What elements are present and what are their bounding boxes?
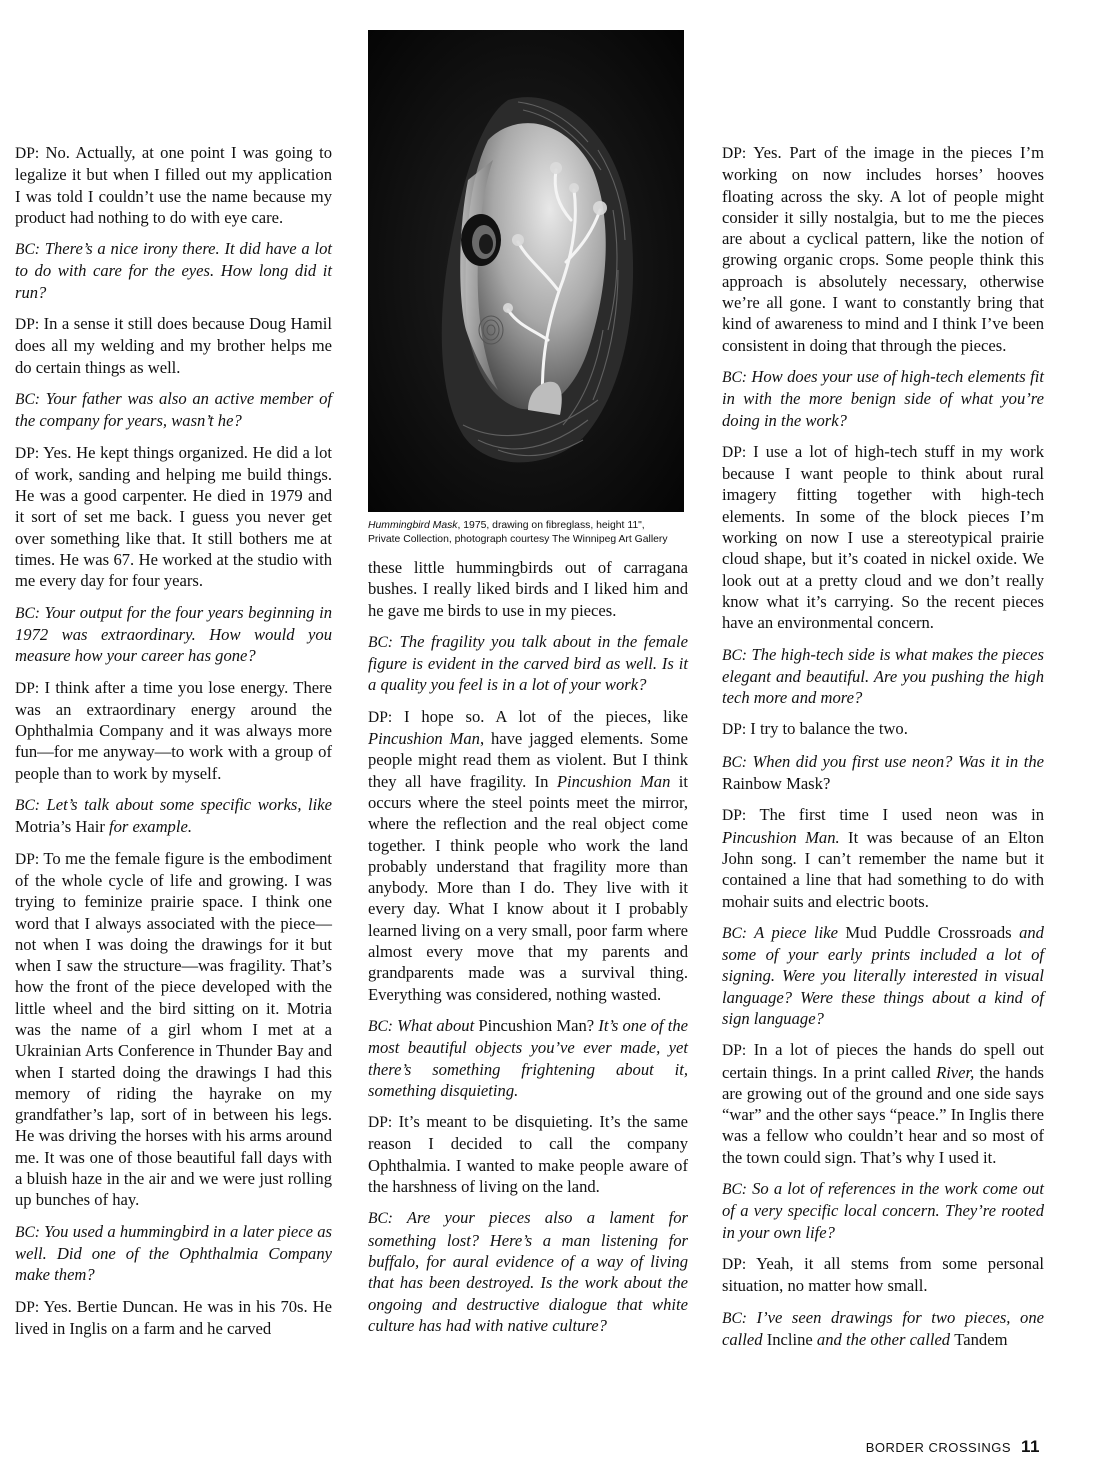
speaker-bc: BC: bbox=[368, 1017, 393, 1035]
speaker-bc: BC: bbox=[722, 924, 747, 942]
speaker-bc: BC: bbox=[15, 797, 40, 815]
column-1 bbox=[15, 142, 332, 1349]
speaker-dp: DP: bbox=[368, 1114, 393, 1132]
column-2 bbox=[368, 557, 688, 1346]
column-3 bbox=[722, 142, 1044, 1360]
speaker-dp: DP: bbox=[722, 807, 747, 825]
paragraph-question: BC: How does your use of high-tech elements fit in with the more benign side of what you’re doing in the work? bbox=[722, 366, 1044, 430]
speaker-dp: DP: bbox=[15, 679, 40, 697]
speaker-dp: DP: bbox=[15, 444, 40, 462]
work-title: Incline bbox=[766, 1329, 813, 1349]
paragraph-answer: DP: Yes. Bertie Duncan. He was in his 70s. He lived in Inglis on a farm and he carved bbox=[15, 1296, 332, 1338]
paragraph-question: BC: Let’s talk about some specific works, like Motria’s Hair for example. bbox=[15, 795, 332, 837]
paragraph-question: BC: Your output for the four years beginning in 1972 was extraordinary. How would you measure how your career has gone? bbox=[15, 602, 332, 666]
paragraph-answer: these little hummingbirds out of carragana bushes. I really liked birds and I liked him and he gave me birds to use in my pieces. bbox=[368, 558, 688, 620]
paragraph-question: BC: There’s a nice irony there. It did have a lot to do with care for the eyes. How long did it run? bbox=[15, 239, 332, 302]
paragraph-answer: DP: I use a lot of high-tech stuff in my work because I want people to think about rural imagery fitting together with high-tech elements. In some of the block pieces I’m working on now I use a stereotypical prairie cloud shape, but it’s coated in nickel oxide. We look out at a pretty cloud and we don’t really know what it’s carrying. So the recent pieces have an environmental concern. bbox=[722, 441, 1044, 633]
hummingbird-mask-photo bbox=[368, 30, 684, 512]
speaker-bc: BC: bbox=[15, 390, 40, 408]
speaker-dp: DP: bbox=[15, 850, 40, 868]
paragraph-question: BC: So a lot of references in the work come out of a very specific local concern. They’re rooted in your own life? bbox=[722, 1179, 1044, 1242]
work-title: Motria’s Hair bbox=[15, 817, 105, 837]
paragraph-answer: DP: I think after a time you lose energy. There was an extraordinary energy around the Ophthalmia Company and it was always more fun—for me anyway—to work with a group of people than to work by myself. bbox=[15, 677, 332, 783]
paragraph-question: BC: I’ve seen drawings for two pieces, one called Incline and the other called Tandem bbox=[722, 1307, 1044, 1349]
paragraph-answer: DP: I hope so. A lot of the pieces, like Pincushion Man, have jagged elements. Some people might read them as violent. But I think they all have fragility. In Pincushion Man it occurs where the steel points meet the mirror, where the reflection and the real object come together. I think people who work the land probably understand that fragility more than anybody. More than I do. They live with it every day. What I know about it I probably learned living on a very small, poor farm where almost every move that my parents and grandparents made was a survival thing. Everything was considered, nothing wasted. bbox=[368, 706, 689, 1004]
caption-line-2: Private Collection, photograph courtesy The Winnipeg Art Gallery bbox=[368, 533, 668, 545]
speaker-bc: BC: bbox=[15, 1223, 40, 1241]
speaker-bc: BC: bbox=[722, 1309, 747, 1327]
paragraph-answer: DP: No. Actually, at one point I was going to legalize it but when I filled out my application I was told I couldn’t use the name because my product had nothing to do with eye care. bbox=[15, 143, 332, 227]
work-title: Pincushion Man. bbox=[722, 827, 840, 847]
mask-illustration bbox=[368, 30, 684, 512]
speaker-bc: BC: bbox=[722, 368, 747, 386]
speaker-dp: DP: bbox=[15, 316, 40, 334]
paragraph-question: BC: Are your pieces also a lament for something lost? Here’s a man listening for buffalo, for aural evidence of a way of living that has been destroyed. Is the work about the ongoing and destructive dialogue that white culture has had with native culture? bbox=[368, 1208, 688, 1335]
page-footer bbox=[866, 1437, 1040, 1457]
paragraph-answer: DP: The first time I used neon was in Pincushion Man. It was because of an Elton John song. I can’t remember the name but it contained a line that had something to do with mohair suits and electric boots. bbox=[722, 805, 1044, 911]
paragraph-question: BC: Your father was also an active member of the company for years, wasn’t he? bbox=[15, 388, 332, 431]
work-title: Pincushion Man bbox=[556, 771, 671, 791]
paragraph-question: BC: When did you first use neon? Was it in the Rainbow Mask? bbox=[722, 751, 1044, 794]
caption-line-1: Hummingbird Mask, 1975, drawing on fibreglass, height 11", bbox=[368, 520, 645, 531]
speaker-dp: DP: bbox=[15, 1298, 40, 1316]
speaker-bc: BC: bbox=[15, 241, 40, 259]
paragraph-question: BC: What about Pincushion Man? It’s one of the most beautiful objects you’ve ever made, yet there’s something frightening about it, something disquieting. bbox=[368, 1015, 688, 1100]
speaker-dp: DP: bbox=[15, 145, 40, 162]
page-number: 11 bbox=[1021, 1437, 1040, 1456]
caption-work-title: Hummingbird Mask bbox=[368, 520, 458, 531]
speaker-bc: BC: bbox=[722, 646, 747, 664]
work-title: River, bbox=[936, 1062, 975, 1082]
speaker-dp: DP: bbox=[722, 1042, 747, 1060]
speaker-bc: BC: bbox=[15, 604, 40, 622]
paragraph-answer: DP: Yes. Part of the image in the pieces I’m working on now includes horses’ hooves floating across the sky. A lot of people might consider it silly nostalgia, but to me the pieces are about a cyclical pattern, like the notion of growing organic crops. Some people think this approach is absolutely necessary, otherwise we’re all gone. I want to constantly bring that kind of awareness to mind and I think I’ve been consistent in doing that through the pieces. bbox=[722, 143, 1044, 355]
magazine-name: BORDER CROSSINGS bbox=[865, 1440, 1012, 1455]
paragraph-answer: DP: Yeah, it all stems from some personal situation, no matter how small. bbox=[722, 1253, 1044, 1296]
paragraph-answer: DP: To me the female figure is the embodiment of the whole cycle of life and growing. I was trying to feminize prairie space. I think one word that I always associated with the piece—not when I was doing the drawings for it but when I saw the structure—was fragility. That’s how the front of the piece developed with the little wheel and the bird sitting on it. Motria was the name of a girl whom I met at a Ukrainian Arts Conference in Thunder Bay and when I started doing the drawings I had this memory of riding the hayrake on my grandfather’s lap, sort of in between his legs. He was driving the horses with his arms around me. It was one of those beautiful fall days with a bluish haze in the air and we were just rolling up bunches of hay. bbox=[15, 848, 332, 1210]
paragraph-answer: DP: Yes. He kept things organized. He did a lot of work, sanding and helping me build things. He was a good carpenter. He died in 1979 and it sort of set me back. I guess you never get over something like that. It still bothers me at times. He was 67. He worked at the studio with me every day for four years. bbox=[15, 442, 332, 591]
figure-caption bbox=[368, 519, 698, 546]
paragraph-answer: DP: In a lot of pieces the hands do spell out certain things. In a print called River, the hands are growing out of the ground and one side says “war” and the other says “peace.” In Inglis there was a fellow who couldn’t hear and so most of the town could sign. That’s why I used it. bbox=[722, 1040, 1044, 1167]
paragraph-question: BC: You used a hummingbird in a later piece as well. Did one of the Ophthalmia Company make them? bbox=[15, 1221, 332, 1285]
work-title: Pincushion Man? bbox=[478, 1015, 595, 1035]
speaker-bc: BC: bbox=[368, 633, 393, 651]
paragraph-question: BC: A piece like Mud Puddle Crossroads and some of your early prints included a lot of signing. Were you literally interested in visual language? Were these things about a kind of sign language? bbox=[722, 922, 1044, 1028]
speaker-dp: DP: bbox=[368, 708, 393, 726]
speaker-dp: DP: bbox=[722, 721, 747, 739]
speaker-dp: DP: bbox=[722, 1255, 747, 1273]
speaker-dp: DP: bbox=[722, 145, 747, 162]
work-title: Tandem bbox=[954, 1329, 1008, 1349]
speaker-dp: DP: bbox=[722, 443, 747, 461]
speaker-bc: BC: bbox=[722, 1181, 747, 1199]
paragraph-question: BC: The fragility you talk about in the female figure is evident in the carved bird as well. Is it a quality you feel is in a lot of your work? bbox=[368, 631, 688, 695]
work-title: Mud Puddle Crossroads bbox=[845, 922, 1012, 942]
paragraph-answer: DP: It’s meant to be disquieting. It’s the same reason I decided to call the company Ophthalmia. I wanted to make people aware of the harshness of living on the land. bbox=[368, 1112, 688, 1197]
speaker-bc: BC: bbox=[368, 1210, 393, 1228]
paragraph-answer: DP: In a sense it still does because Doug Hamil does all my welding and my brother helps me do certain things as well. bbox=[15, 314, 332, 377]
work-title: Rainbow Mask? bbox=[722, 774, 831, 794]
speaker-bc: BC: bbox=[722, 753, 747, 771]
work-title: Pincushion Man bbox=[368, 729, 480, 749]
paragraph-answer: DP: I try to balance the two. bbox=[722, 719, 908, 739]
paragraph-question: BC: The high-tech side is what makes the pieces elegant and beautiful. Are you pushing the high tech more and more? bbox=[722, 644, 1044, 708]
